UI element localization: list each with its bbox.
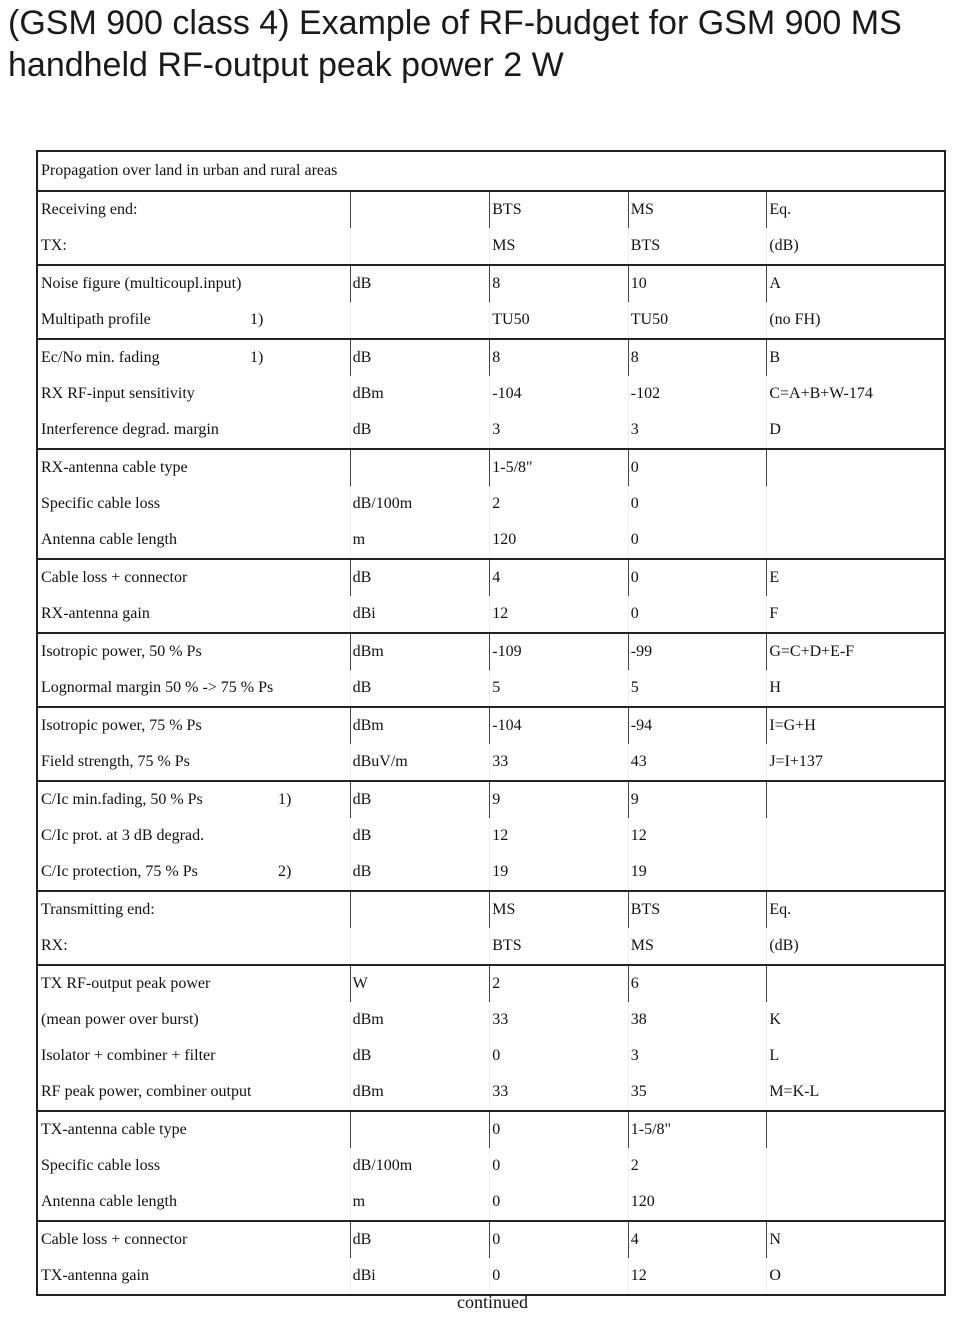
table-row bbox=[37, 559, 945, 596]
table-row bbox=[37, 486, 945, 522]
value-a-cell: 0 bbox=[489, 1148, 628, 1184]
value-a-cell: 33 bbox=[489, 1002, 628, 1038]
value-a-cell: 2 bbox=[489, 486, 628, 522]
footnote-ref: 2) bbox=[278, 863, 292, 880]
value-b-cell: 43 bbox=[628, 744, 767, 781]
parameter-label: Lognormal margin 50 % -> 75 % Ps bbox=[41, 679, 274, 696]
parameter-cell bbox=[37, 339, 350, 376]
parameter-label: Transmitting end: bbox=[41, 901, 155, 918]
value-b-cell: 0 bbox=[628, 449, 767, 486]
parameter-cell bbox=[37, 1002, 350, 1038]
parameter-label: RX: bbox=[41, 937, 68, 954]
table-row bbox=[37, 302, 945, 339]
table-row bbox=[37, 1074, 945, 1111]
table-row bbox=[37, 1184, 945, 1221]
value-a-cell: MS bbox=[489, 891, 628, 928]
equation-cell: E bbox=[766, 559, 945, 596]
parameter-cell bbox=[37, 1038, 350, 1074]
value-a-cell: 0 bbox=[489, 1038, 628, 1074]
parameter-label: C/Ic protection, 75 % Ps bbox=[41, 863, 198, 880]
value-b-cell: BTS bbox=[628, 891, 767, 928]
parameter-label: Specific cable loss bbox=[41, 1157, 161, 1174]
value-b-cell: 5 bbox=[628, 670, 767, 707]
equation-cell: L bbox=[766, 1038, 945, 1074]
table-row bbox=[37, 928, 945, 965]
value-b-cell: 0 bbox=[628, 559, 767, 596]
equation-cell: A bbox=[766, 265, 945, 302]
value-b-cell: -102 bbox=[628, 376, 767, 412]
value-b-cell: 6 bbox=[628, 965, 767, 1002]
unit-cell: dBuV/m bbox=[350, 744, 490, 781]
value-b-cell: BTS bbox=[628, 228, 767, 265]
unit-cell: dBi bbox=[350, 1258, 490, 1295]
parameter-label: RX RF-input sensitivity bbox=[41, 385, 195, 402]
value-a-cell: -109 bbox=[489, 633, 628, 670]
rf-budget-table-body bbox=[37, 151, 945, 1295]
unit-cell: dB bbox=[350, 412, 490, 449]
value-b-cell: -99 bbox=[628, 633, 767, 670]
parameter-cell bbox=[37, 965, 350, 1002]
value-b-cell: 12 bbox=[628, 818, 767, 854]
value-a-cell: 120 bbox=[489, 522, 628, 559]
equation-cell bbox=[766, 965, 945, 1002]
unit-cell bbox=[350, 928, 490, 965]
unit-cell bbox=[350, 1111, 490, 1148]
parameter-cell bbox=[37, 891, 350, 928]
value-a-cell: 12 bbox=[489, 818, 628, 854]
parameter-label: Interference degrad. margin bbox=[41, 421, 219, 438]
equation-cell: G=C+D+E-F bbox=[766, 633, 945, 670]
table-row bbox=[37, 1148, 945, 1184]
value-a-cell: BTS bbox=[489, 928, 628, 965]
table-row bbox=[37, 707, 945, 744]
parameter-cell bbox=[37, 412, 350, 449]
equation-cell: H bbox=[766, 670, 945, 707]
value-b-cell: 0 bbox=[628, 522, 767, 559]
equation-cell bbox=[766, 854, 945, 891]
parameter-cell bbox=[37, 449, 350, 486]
parameter-label: Cable loss + connector bbox=[41, 1231, 188, 1248]
parameter-cell bbox=[37, 781, 350, 818]
equation-cell: (dB) bbox=[766, 928, 945, 965]
value-a-cell: MS bbox=[489, 228, 628, 265]
parameter-cell bbox=[37, 265, 350, 302]
value-b-cell: 0 bbox=[628, 486, 767, 522]
page-title bbox=[8, 2, 902, 86]
parameter-label: Field strength, 75 % Ps bbox=[41, 753, 190, 770]
parameter-cell bbox=[37, 191, 350, 228]
equation-cell: Eq. bbox=[766, 891, 945, 928]
value-b-cell: 38 bbox=[628, 1002, 767, 1038]
value-b-cell: 10 bbox=[628, 265, 767, 302]
parameter-label: TX RF-output peak power bbox=[41, 975, 211, 992]
table-row bbox=[37, 965, 945, 1002]
value-b-cell: 3 bbox=[628, 1038, 767, 1074]
equation-cell bbox=[766, 1148, 945, 1184]
title-line-2: handheld RF-output peak power 2 W bbox=[8, 46, 564, 84]
value-a-cell: 8 bbox=[489, 339, 628, 376]
table-row bbox=[37, 854, 945, 891]
parameter-label: Antenna cable length bbox=[41, 1193, 177, 1210]
unit-cell: dB/100m bbox=[350, 486, 490, 522]
unit-cell: dB bbox=[350, 265, 490, 302]
value-a-cell: -104 bbox=[489, 707, 628, 744]
equation-cell bbox=[766, 781, 945, 818]
unit-cell: dBm bbox=[350, 1074, 490, 1111]
value-b-cell: MS bbox=[628, 191, 767, 228]
table-row bbox=[37, 522, 945, 559]
value-b-cell: TU50 bbox=[628, 302, 767, 339]
unit-cell bbox=[350, 191, 490, 228]
equation-cell: Eq. bbox=[766, 191, 945, 228]
parameter-label: Antenna cable length bbox=[41, 531, 177, 548]
table-header-cell: Propagation over land in urban and rural areas bbox=[37, 151, 945, 191]
title-line-1: (GSM 900 class 4) Example of RF-budget for GSM 900 MS bbox=[8, 4, 902, 42]
unit-cell: dB/100m bbox=[350, 1148, 490, 1184]
table-row bbox=[37, 228, 945, 265]
value-b-cell: 3 bbox=[628, 412, 767, 449]
parameter-label: Noise figure (multicoupl.input) bbox=[41, 275, 242, 292]
unit-cell: m bbox=[350, 1184, 490, 1221]
equation-cell: J=I+137 bbox=[766, 744, 945, 781]
value-b-cell: 9 bbox=[628, 781, 767, 818]
value-a-cell: 0 bbox=[489, 1184, 628, 1221]
unit-cell: m bbox=[350, 522, 490, 559]
parameter-label: C/Ic prot. at 3 dB degrad. bbox=[41, 827, 205, 844]
value-a-cell: 9 bbox=[489, 781, 628, 818]
footnote-ref: 1) bbox=[250, 311, 264, 328]
parameter-cell bbox=[37, 302, 350, 339]
parameter-cell bbox=[37, 376, 350, 412]
value-a-cell: 8 bbox=[489, 265, 628, 302]
parameter-label: RX-antenna gain bbox=[41, 605, 150, 622]
parameter-cell bbox=[37, 228, 350, 265]
unit-cell: dB bbox=[350, 1038, 490, 1074]
unit-cell: dB bbox=[350, 339, 490, 376]
table-row bbox=[37, 1002, 945, 1038]
table-row bbox=[37, 339, 945, 376]
equation-cell bbox=[766, 522, 945, 559]
table-row bbox=[37, 781, 945, 818]
unit-cell bbox=[350, 449, 490, 486]
parameter-cell bbox=[37, 928, 350, 965]
equation-cell: F bbox=[766, 596, 945, 633]
parameter-cell bbox=[37, 1074, 350, 1111]
parameter-label: RF peak power, combiner output bbox=[41, 1083, 252, 1100]
equation-cell: I=G+H bbox=[766, 707, 945, 744]
parameter-cell bbox=[37, 818, 350, 854]
unit-cell: dB bbox=[350, 1221, 490, 1258]
footnote-ref: 1) bbox=[278, 791, 292, 808]
value-a-cell: 2 bbox=[489, 965, 628, 1002]
table-row bbox=[37, 1038, 945, 1074]
parameter-label: Isolator + combiner + filter bbox=[41, 1047, 216, 1064]
parameter-cell bbox=[37, 559, 350, 596]
unit-cell: dB bbox=[350, 670, 490, 707]
parameter-label: Cable loss + connector bbox=[41, 569, 188, 586]
value-a-cell: 33 bbox=[489, 744, 628, 781]
unit-cell: dB bbox=[350, 781, 490, 818]
equation-cell: B bbox=[766, 339, 945, 376]
unit-cell: dB bbox=[350, 854, 490, 891]
value-a-cell: BTS bbox=[489, 191, 628, 228]
unit-cell: dBm bbox=[350, 707, 490, 744]
unit-cell: W bbox=[350, 965, 490, 1002]
parameter-label: TX-antenna cable type bbox=[41, 1121, 187, 1138]
value-b-cell: 12 bbox=[628, 1258, 767, 1295]
equation-cell bbox=[766, 818, 945, 854]
table-row bbox=[37, 670, 945, 707]
value-b-cell: MS bbox=[628, 928, 767, 965]
value-a-cell: 33 bbox=[489, 1074, 628, 1111]
parameter-label: C/Ic min.fading, 50 % Ps bbox=[41, 791, 203, 808]
parameter-cell bbox=[37, 596, 350, 633]
value-a-cell: 0 bbox=[489, 1111, 628, 1148]
value-a-cell: 1-5/8" bbox=[489, 449, 628, 486]
rf-budget-table-wrapper bbox=[36, 150, 946, 1296]
parameter-cell bbox=[37, 854, 350, 891]
equation-cell: (dB) bbox=[766, 228, 945, 265]
equation-cell: D bbox=[766, 412, 945, 449]
value-a-cell: 19 bbox=[489, 854, 628, 891]
parameter-cell bbox=[37, 670, 350, 707]
continued-label: continued bbox=[457, 1292, 528, 1312]
unit-cell: dBm bbox=[350, 1002, 490, 1038]
value-b-cell: -94 bbox=[628, 707, 767, 744]
table-row bbox=[37, 744, 945, 781]
value-a-cell: 12 bbox=[489, 596, 628, 633]
table-row bbox=[37, 449, 945, 486]
unit-cell bbox=[350, 302, 490, 339]
parameter-cell bbox=[37, 522, 350, 559]
equation-cell: M=K-L bbox=[766, 1074, 945, 1111]
equation-cell bbox=[766, 449, 945, 486]
value-b-cell: 8 bbox=[628, 339, 767, 376]
parameter-label: (mean power over burst) bbox=[41, 1011, 199, 1028]
unit-cell: dBi bbox=[350, 596, 490, 633]
value-b-cell: 1-5/8" bbox=[628, 1111, 767, 1148]
table-row bbox=[37, 191, 945, 228]
unit-cell: dBm bbox=[350, 376, 490, 412]
table-row bbox=[37, 633, 945, 670]
footnote-ref: 1) bbox=[250, 349, 264, 366]
table-row bbox=[37, 1258, 945, 1295]
parameter-cell bbox=[37, 1184, 350, 1221]
parameter-cell bbox=[37, 633, 350, 670]
equation-cell bbox=[766, 1184, 945, 1221]
value-a-cell: 0 bbox=[489, 1258, 628, 1295]
equation-cell: K bbox=[766, 1002, 945, 1038]
value-a-cell: TU50 bbox=[489, 302, 628, 339]
value-a-cell: 3 bbox=[489, 412, 628, 449]
value-b-cell: 120 bbox=[628, 1184, 767, 1221]
equation-cell bbox=[766, 1111, 945, 1148]
value-a-cell: 5 bbox=[489, 670, 628, 707]
table-row bbox=[37, 818, 945, 854]
rf-budget-table bbox=[36, 150, 946, 1296]
parameter-label: Ec/No min. fading bbox=[41, 349, 160, 366]
table-row bbox=[37, 376, 945, 412]
parameter-cell bbox=[37, 1221, 350, 1258]
equation-cell: C=A+B+W-174 bbox=[766, 376, 945, 412]
parameter-label: TX: bbox=[41, 237, 67, 254]
value-b-cell: 2 bbox=[628, 1148, 767, 1184]
parameter-label: Multipath profile bbox=[41, 311, 151, 328]
parameter-label: Specific cable loss bbox=[41, 495, 161, 512]
parameter-label: Isotropic power, 50 % Ps bbox=[41, 643, 202, 660]
unit-cell: dBm bbox=[350, 633, 490, 670]
equation-cell: (no FH) bbox=[766, 302, 945, 339]
parameter-label: TX-antenna gain bbox=[41, 1267, 149, 1284]
value-b-cell: 4 bbox=[628, 1221, 767, 1258]
unit-cell: dB bbox=[350, 559, 490, 596]
parameter-cell bbox=[37, 1148, 350, 1184]
parameter-cell bbox=[37, 707, 350, 744]
value-a-cell: 4 bbox=[489, 559, 628, 596]
value-a-cell: -104 bbox=[489, 376, 628, 412]
table-row bbox=[37, 1221, 945, 1258]
parameter-cell bbox=[37, 486, 350, 522]
value-a-cell: 0 bbox=[489, 1221, 628, 1258]
parameter-label: Receiving end: bbox=[41, 201, 138, 218]
parameter-label: Isotropic power, 75 % Ps bbox=[41, 717, 202, 734]
parameter-cell bbox=[37, 1258, 350, 1295]
parameter-cell bbox=[37, 1111, 350, 1148]
parameter-cell bbox=[37, 744, 350, 781]
unit-cell bbox=[350, 228, 490, 265]
equation-cell: N bbox=[766, 1221, 945, 1258]
table-row bbox=[37, 265, 945, 302]
equation-cell bbox=[766, 486, 945, 522]
table-row bbox=[37, 596, 945, 633]
value-b-cell: 0 bbox=[628, 596, 767, 633]
table-row bbox=[37, 1111, 945, 1148]
equation-cell: O bbox=[766, 1258, 945, 1295]
unit-cell: dB bbox=[350, 818, 490, 854]
table-row bbox=[37, 412, 945, 449]
unit-cell bbox=[350, 891, 490, 928]
parameter-label: RX-antenna cable type bbox=[41, 459, 188, 476]
table-row bbox=[37, 891, 945, 928]
value-b-cell: 35 bbox=[628, 1074, 767, 1111]
value-b-cell: 19 bbox=[628, 854, 767, 891]
